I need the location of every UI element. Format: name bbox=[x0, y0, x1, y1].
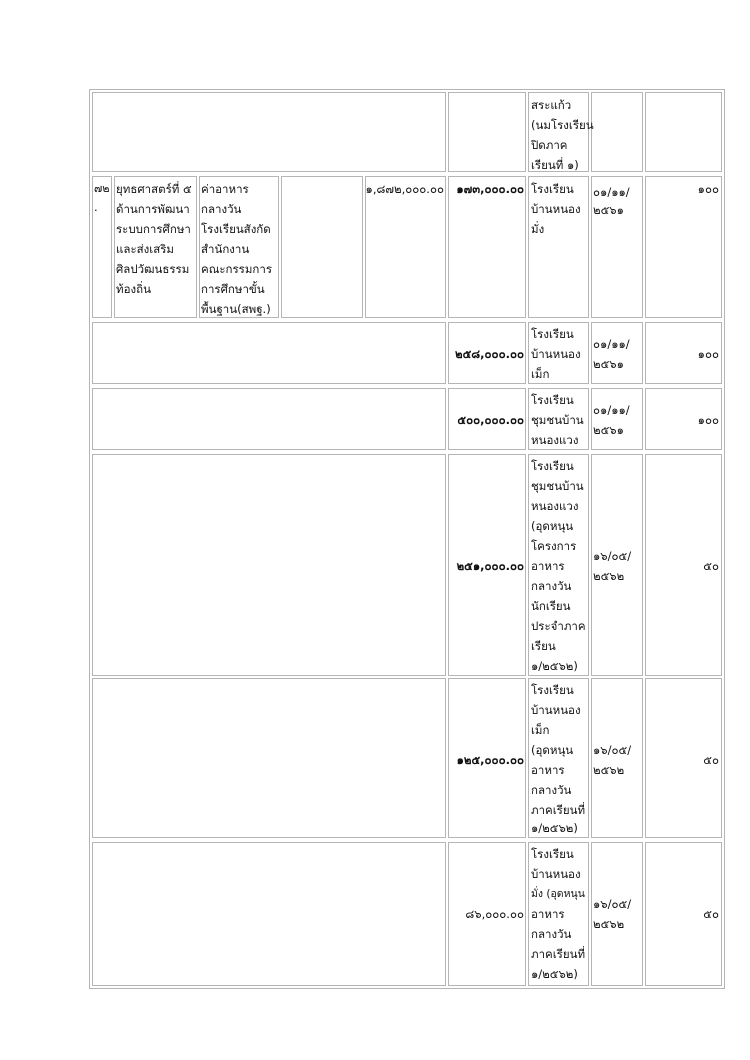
row5-date-line: ๑๖/๐๕/ bbox=[593, 743, 632, 757]
row4-place-line: ชุมชนบ้าน bbox=[531, 479, 584, 493]
row1-strategy-line: ด้านการพัฒนา bbox=[116, 202, 190, 216]
row1-project-line: พื้นฐาน(สพฐ.) bbox=[201, 302, 271, 316]
row5-place-line: อาหาร bbox=[531, 763, 565, 777]
row2-merged-cell bbox=[92, 322, 446, 384]
row0-amount-cell bbox=[448, 92, 526, 172]
row6-date-line: ๑๖/๐๕/ bbox=[593, 897, 632, 911]
row1-date-line: ๐๑/๑๑/ bbox=[593, 185, 630, 199]
row1-strategy-line: ศิลปวัฒนธรรม bbox=[116, 262, 190, 276]
row5-merged-cell bbox=[92, 678, 446, 838]
row5-place-line: กลางวัน bbox=[531, 783, 572, 797]
row4-place-line: (อุดหนุน bbox=[531, 519, 574, 533]
row6-place-line: ๑/๒๕๖๒) bbox=[531, 967, 578, 981]
row6-place-line: มั่ง (อุดหนุน bbox=[531, 888, 585, 900]
row6-place-line: กลางวัน bbox=[531, 927, 572, 941]
row4-place-line: กลางวัน bbox=[531, 579, 572, 593]
row6-amount: ๘๖,๐๐๐.๐๐ bbox=[465, 907, 524, 921]
row0-date-cell bbox=[591, 92, 643, 172]
row5-place-line: โรงเรียน bbox=[531, 683, 574, 697]
row1-strategy-line: ระบบการศึกษา bbox=[116, 222, 191, 236]
row2-percent: ๑๐๐ bbox=[697, 347, 719, 361]
row1-place-line: มั่ง bbox=[531, 222, 545, 236]
row1-amount: ๑๗๓,๐๐๐.๐๐ bbox=[456, 182, 524, 196]
row0-merged-cell bbox=[92, 92, 446, 172]
row5-percent: ๕๐ bbox=[703, 753, 719, 767]
row4-amount: ๒๕๑,๐๐๐.๐๐ bbox=[456, 559, 524, 573]
row6-merged-cell bbox=[92, 842, 446, 986]
row1-strategy-line: ท้องถิ่น bbox=[116, 282, 151, 296]
row3-date-line: ๒๕๖๑ bbox=[593, 423, 624, 437]
row0-place-line: ปิดภาค bbox=[531, 138, 568, 152]
row4-place-line: อาหาร bbox=[531, 559, 565, 573]
row4-date-line: ๑๖/๐๕/ bbox=[593, 549, 632, 563]
row1-place-line: บ้านหนอง bbox=[531, 202, 581, 216]
row3-date-line: ๐๑/๑๑/ bbox=[593, 403, 630, 417]
row5-date-line: ๒๕๖๒ bbox=[593, 763, 625, 777]
row5-place-line: (อุดหนุน bbox=[531, 743, 574, 757]
row0-place-line: (นมโรงเรียน bbox=[531, 118, 594, 132]
row3-merged-cell bbox=[92, 388, 446, 450]
row1-budget: ๑,๘๗๒,๐๐๐.๐๐ bbox=[365, 182, 444, 196]
row1-date-line: ๒๕๖๑ bbox=[593, 203, 624, 217]
row2-date-line: ๐๑/๑๑/ bbox=[593, 337, 630, 351]
row4-date-line: ๒๕๖๒ bbox=[593, 569, 625, 583]
row2-date-line: ๒๕๖๑ bbox=[593, 357, 624, 371]
row5-amount: ๑๒๕,๐๐๐.๐๐ bbox=[456, 753, 524, 767]
row4-merged-cell bbox=[92, 454, 446, 676]
row6-place-line: โรงเรียน bbox=[531, 847, 574, 861]
row3-place-line: หนองแวง bbox=[531, 433, 579, 447]
row0-place-line: สระแก้ว bbox=[531, 98, 572, 112]
row1-strategy-line: ยุทธศาสตร์ที่ ๕ bbox=[116, 182, 192, 196]
row4-place-line: หนองแวง bbox=[531, 499, 579, 513]
row1-project-line: ค่าอาหาร bbox=[201, 182, 249, 196]
row1-project-line: คณะกรรมการ bbox=[201, 262, 273, 276]
row3-place-line: โรงเรียน bbox=[531, 393, 574, 407]
row6-date-line: ๒๕๖๒ bbox=[593, 917, 625, 931]
row1-number-dot: . bbox=[94, 200, 98, 214]
row1-project-line: กลางวัน bbox=[201, 202, 242, 216]
row3-place-line: ชุมชนบ้าน bbox=[531, 413, 584, 427]
row3-percent: ๑๐๐ bbox=[697, 413, 719, 427]
row1-blank-cell bbox=[281, 176, 363, 318]
row1-percent: ๑๐๐ bbox=[697, 182, 719, 196]
row1-place-line: โรงเรียน bbox=[531, 182, 574, 196]
row4-place-line: โรงเรียน bbox=[531, 459, 574, 473]
row5-place-line: ๑/๒๕๖๒) bbox=[531, 821, 578, 835]
row5-place-line: ภาคเรียนที่ bbox=[531, 803, 586, 817]
row4-percent: ๕๐ bbox=[703, 559, 719, 573]
row3-amount: ๕๐๐,๐๐๐.๐๐ bbox=[457, 413, 524, 427]
row1-number: ๗๒ bbox=[94, 182, 110, 195]
row6-place-line: บ้านหนอง bbox=[531, 867, 581, 881]
row0-place-line: เรียนที่ ๑) bbox=[531, 158, 579, 172]
row1-project-line: สำนักงาน bbox=[201, 242, 250, 256]
row4-place-line: ประจำภาค bbox=[531, 619, 586, 633]
row1-project-line: การศึกษาขั้น bbox=[201, 282, 265, 296]
row4-place-line: นักเรียน bbox=[531, 599, 571, 613]
row1-strategy-line: และส่งเสริม bbox=[116, 242, 174, 256]
row5-place-line: เม็ก bbox=[531, 723, 550, 737]
row6-place-line: อาหาร bbox=[531, 907, 565, 921]
row2-amount: ๒๕๘,๐๐๐.๐๐ bbox=[455, 347, 524, 361]
row6-place-line: ภาคเรียนที่ bbox=[531, 947, 586, 961]
row4-place-line: โครงการ bbox=[531, 539, 577, 553]
row2-place-line: โรงเรียน bbox=[531, 327, 574, 341]
row4-place-line: ๑/๒๕๖๒) bbox=[531, 659, 578, 673]
row6-percent: ๕๐ bbox=[703, 907, 719, 921]
row0-percent-cell bbox=[645, 92, 722, 172]
row1-project-line: โรงเรียนสังกัด bbox=[201, 222, 271, 236]
row4-place-line: เรียน bbox=[531, 639, 556, 653]
row2-place-line: บ้านหนอง bbox=[531, 347, 581, 361]
row5-place-line: บ้านหนอง bbox=[531, 703, 581, 717]
row2-place-line: เม็ก bbox=[531, 367, 550, 381]
